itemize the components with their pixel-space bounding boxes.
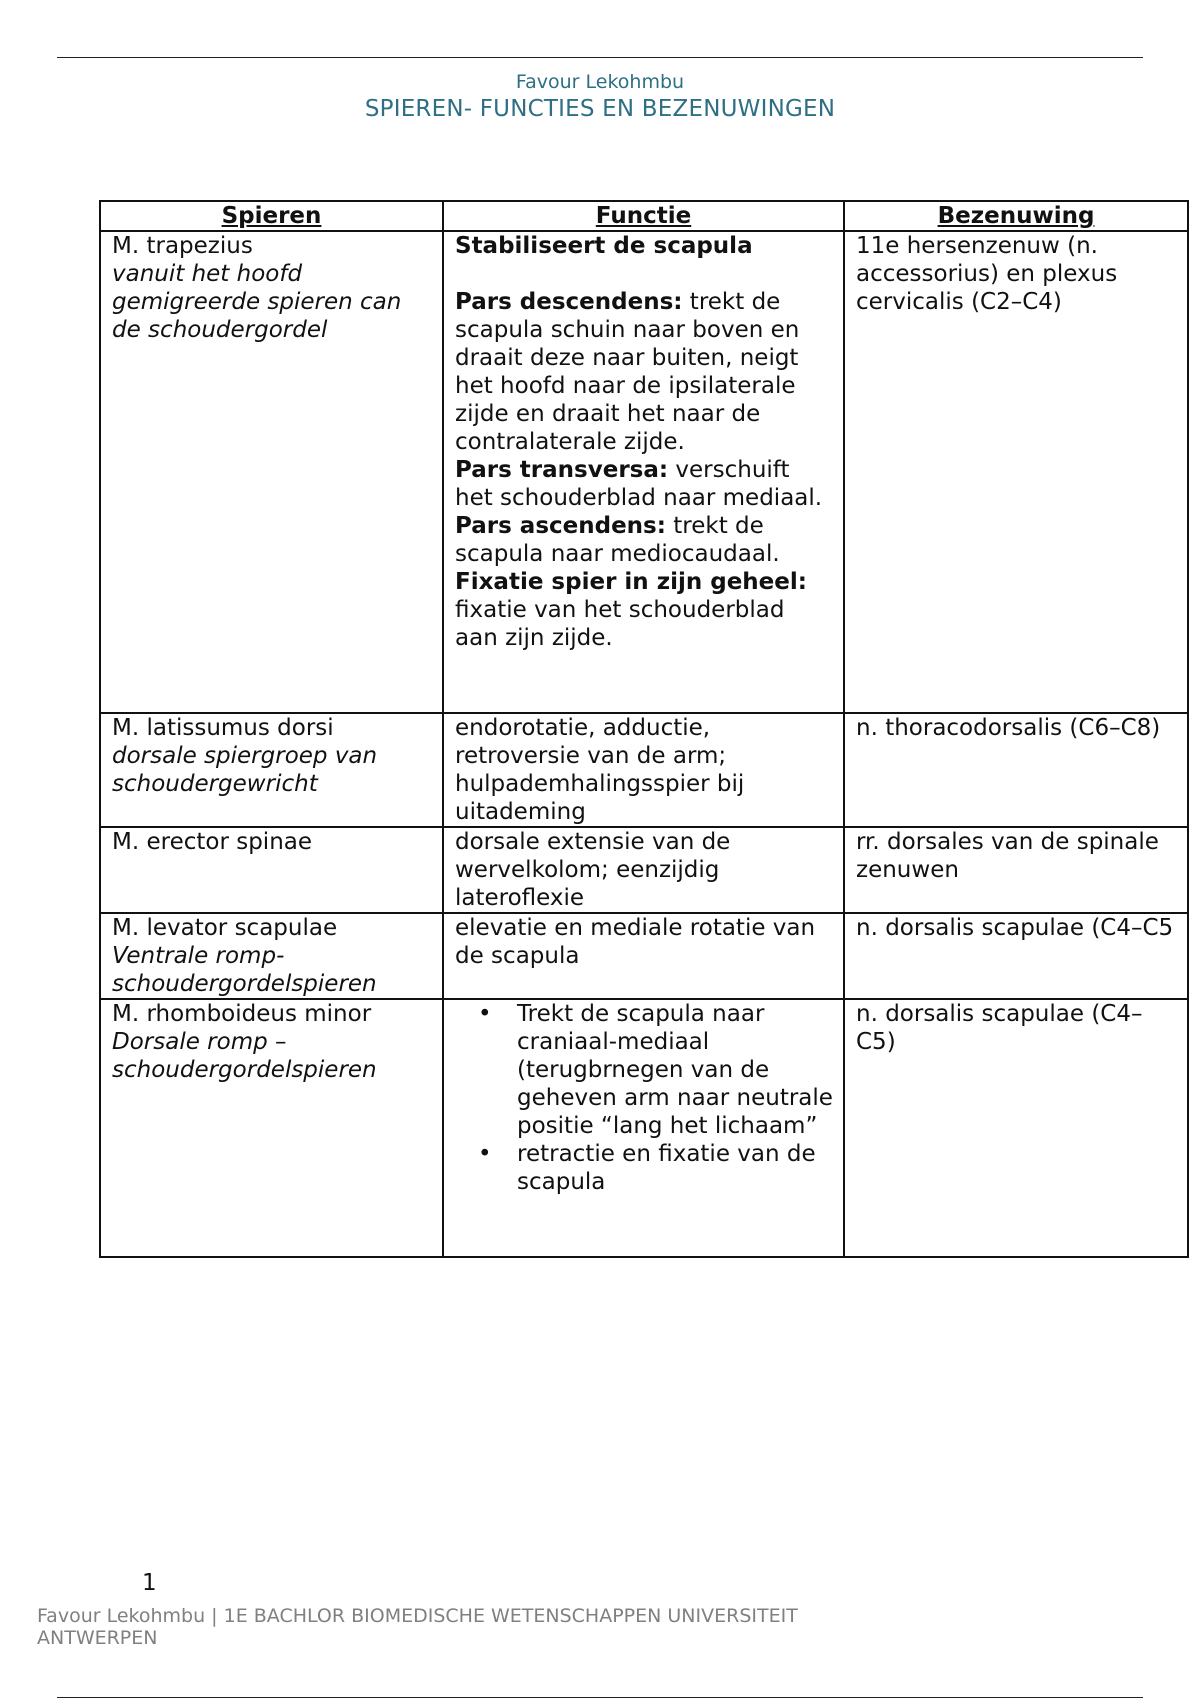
muscle-group: dorsale spiergroep van schoudergewricht — [112, 743, 378, 797]
function-bullet-list — [455, 1000, 833, 1196]
innervation-cell: n. dorsalis scapulae (C4–C5 — [844, 913, 1188, 999]
function-part — [455, 288, 833, 456]
paragraph-spacer — [455, 260, 833, 288]
function-part-text: trekt de scapula naar mediocaudaal. — [455, 513, 780, 567]
function-part-text: trekt de scapula schuin naar boven en draait deze naar buiten, neigt het hoofd naar de ipsilaterale zijde en draait het naar de contralaterale zijde. — [455, 289, 800, 455]
innervation-cell: n. thoracodorsalis (C6–C8) — [844, 713, 1188, 827]
innervation-cell: rr. dorsales van de spinale zenuwen — [844, 827, 1188, 913]
table-row — [100, 713, 1188, 827]
table-row — [100, 231, 1188, 713]
muscle-group: Ventrale romp-schoudergordelspieren — [112, 943, 377, 997]
function-cell: dorsale extensie van de wervelkolom; eenzijdig lateroflexie — [443, 827, 844, 913]
document-title: SPIEREN- FUNCTIES EN BEZENUWINGEN — [364, 96, 836, 122]
function-part — [455, 568, 833, 652]
column-header-spieren: Spieren — [100, 201, 443, 231]
muscle-group: vanuit het hoofd gemigreerde spieren can de schoudergordel — [112, 261, 402, 343]
muscle-cell — [100, 913, 443, 999]
function-cell: elevatie en mediale rotatie van de scapula — [443, 913, 844, 999]
muscle-cell — [100, 827, 443, 913]
function-part-label: Pars ascendens: — [455, 513, 666, 539]
table-row — [100, 913, 1188, 999]
muscle-group: Dorsale romp –schoudergordelspieren — [112, 1029, 377, 1083]
muscle-name: M. latissumus dorsi — [112, 715, 334, 741]
muscle-name: M. trapezius — [112, 233, 253, 259]
function-part — [455, 512, 833, 568]
table-header-row — [100, 201, 1188, 231]
function-heading: Stabiliseert de scapula — [455, 233, 753, 259]
column-header-functie: Functie — [443, 201, 844, 231]
function-cell — [443, 231, 844, 713]
function-part-label: Pars transversa: — [455, 457, 669, 483]
innervation-cell: n. dorsalis scapulae (C4–C5) — [844, 999, 1188, 1257]
header-rule — [57, 57, 1143, 58]
muscle-cell — [100, 999, 443, 1257]
function-part-label: Pars descendens: — [455, 289, 683, 315]
function-part — [455, 456, 833, 512]
function-part-label: Fixatie spier in zijn geheel: — [455, 569, 807, 595]
table-row — [100, 827, 1188, 913]
page-number: 1 — [142, 1570, 157, 1596]
header-author: Favour Lekohmbu — [515, 71, 685, 93]
column-header-bezenuwing: Bezenuwing — [844, 201, 1188, 231]
function-part-text: verschuift het schouderblad naar mediaal. — [455, 457, 823, 511]
footer-rule — [57, 1697, 1143, 1698]
muscle-name: M. erector spinae — [112, 829, 313, 855]
muscle-name: M. rhomboideus minor — [112, 1001, 372, 1027]
function-cell: endorotatie, adductie, retroversie van de arm; hulpademhalingsspier bij uitademing — [443, 713, 844, 827]
function-cell — [443, 999, 844, 1257]
innervation-cell: 11e hersenzenuw (n. accessorius) en plexus cervicalis (C2–C4) — [844, 231, 1188, 713]
list-item: • Trekt de scapula naar craniaal-mediaal (terugbrnegen van de geheven arm naar neutrale positie “lang het lichaam” — [517, 1000, 833, 1140]
function-part-text: fixatie van het schouderblad aan zijn zijde. — [455, 597, 785, 651]
muscle-cell — [100, 231, 443, 713]
footer-text: Favour Lekohmbu | 1E BACHLOR BIOMEDISCHE WETENSCHAPPEN UNIVERSITEIT ANTWERPEN — [37, 1605, 798, 1649]
table-row — [100, 999, 1188, 1257]
list-item: • retractie en fixatie van de scapula — [517, 1140, 833, 1196]
muscle-cell — [100, 713, 443, 827]
muscle-table — [99, 200, 1189, 1258]
muscle-name: M. levator scapulae — [112, 915, 338, 941]
